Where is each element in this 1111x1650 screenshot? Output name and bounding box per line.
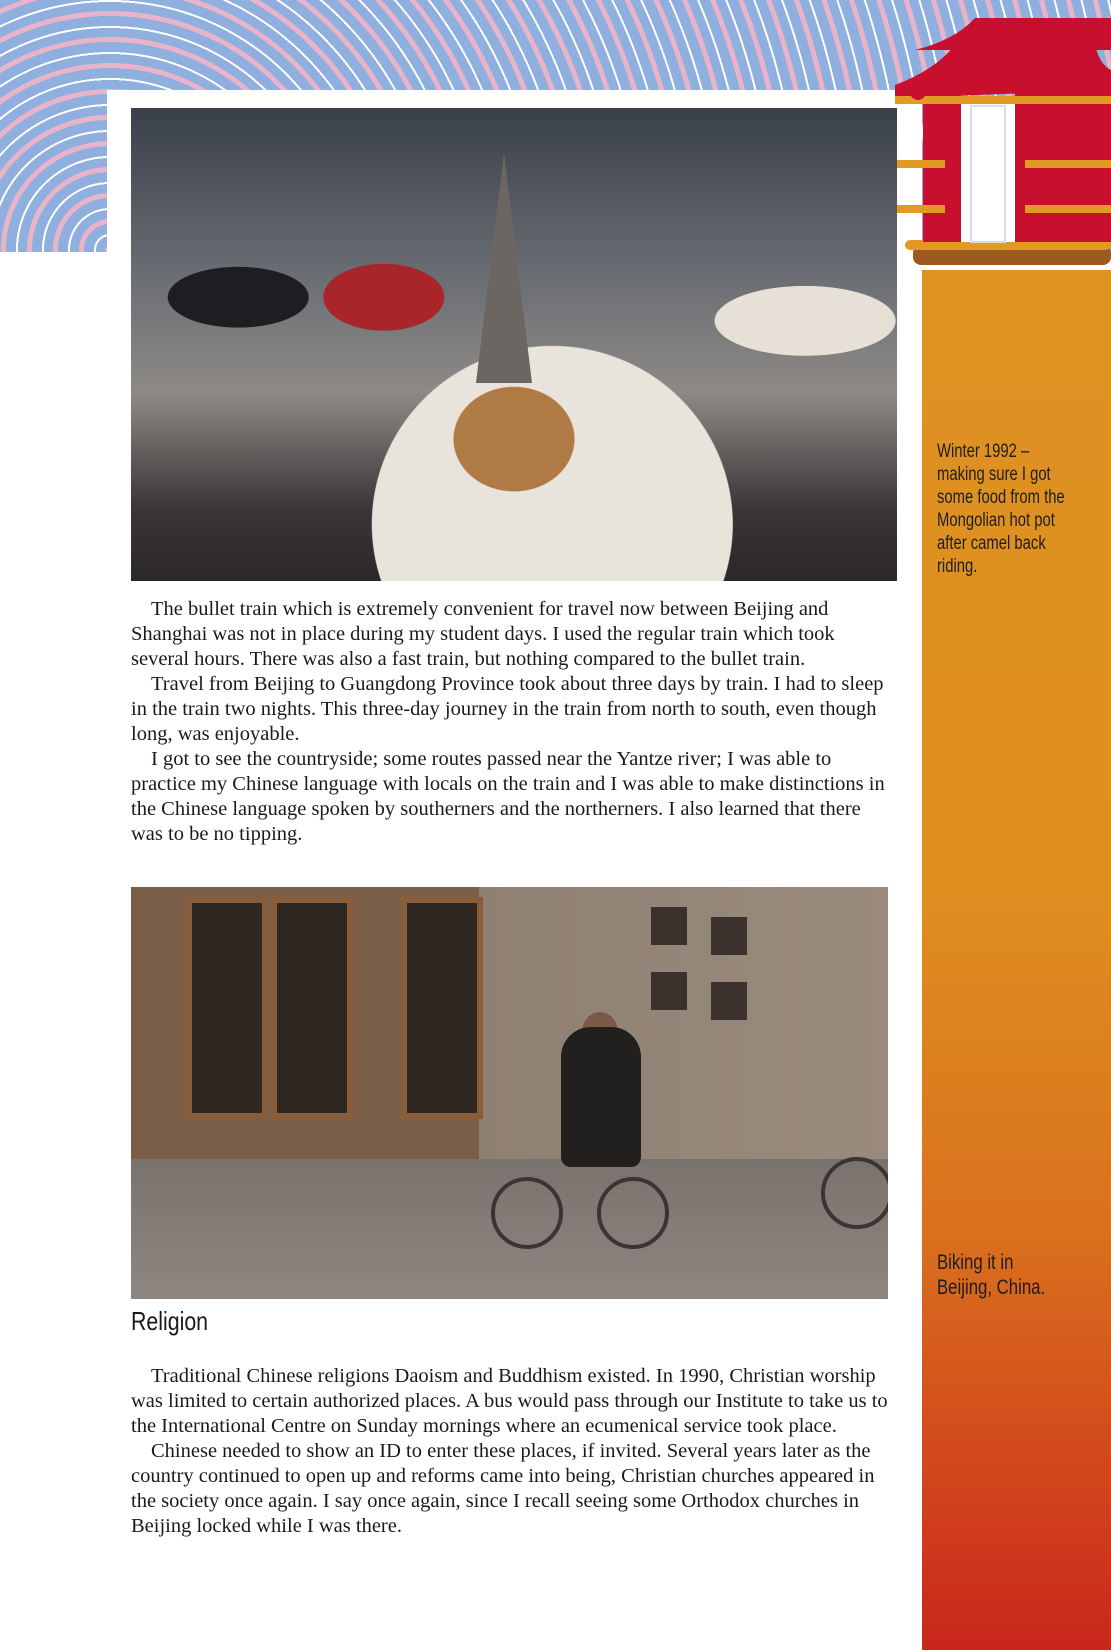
paragraph: Travel from Beijing to Guangdong Province took about three days by train. I had to sleep in the train two nights. This three-day journey in the train from north to south, even though long, was enjoyable. bbox=[131, 673, 884, 745]
bike-wheel bbox=[821, 1157, 888, 1229]
paragraph: The bullet train which is extremely convenient for travel now between Beijing and Shanghai was not in place during my student days. I used the regular train which took several hours. There was also a fast train, but nothing compared to the bullet train. bbox=[131, 598, 835, 670]
paragraph: Chinese needed to show an ID to enter these places, if invited. Several years later as the country continued to open up and reforms came into being, Christian churches appeared in the society once again. I say once again, since I recall seeing some Orthodox churches in Beijing locked while I was there. bbox=[131, 1440, 875, 1537]
rider bbox=[561, 1027, 641, 1167]
paragraph: I got to see the countryside; some routes passed near the Yantze river; I was able to practice my Chinese language with locals on the train and I was able to make distinctions in the Chinese language spoken by southerners and the northerners. I also learned that there was to be no tipping. bbox=[131, 748, 885, 845]
window bbox=[711, 917, 747, 955]
door bbox=[401, 897, 483, 1119]
religion-text bbox=[131, 1364, 891, 1539]
bike-wheel bbox=[491, 1177, 563, 1249]
window bbox=[651, 907, 687, 945]
hot-pot-chimney bbox=[476, 153, 532, 383]
religion-heading: Religion bbox=[131, 1306, 209, 1336]
pagoda-gate-icon bbox=[895, 10, 1111, 275]
door bbox=[186, 897, 268, 1119]
hotpot-caption: Winter 1992 – making sure I got some food from the Mongolian hot pot after camel back riding. bbox=[937, 441, 1065, 577]
biking-photo bbox=[131, 887, 888, 1299]
door bbox=[271, 897, 353, 1119]
travel-text bbox=[131, 597, 891, 847]
window bbox=[711, 982, 747, 1020]
window bbox=[651, 972, 687, 1010]
mongolian-hot-pot-photo bbox=[131, 108, 897, 581]
paragraph: Traditional Chinese religions Daoism and Buddhism existed. In 1990, Christian worship was limited to certain authorized places. A bus would pass through our Institute to take us to the International Centre on Sunday mornings where an ecumenical service took place. bbox=[131, 1365, 888, 1437]
bike-caption: Biking it in Beijing, China. bbox=[937, 1250, 1046, 1299]
bike-wheel bbox=[597, 1177, 669, 1249]
